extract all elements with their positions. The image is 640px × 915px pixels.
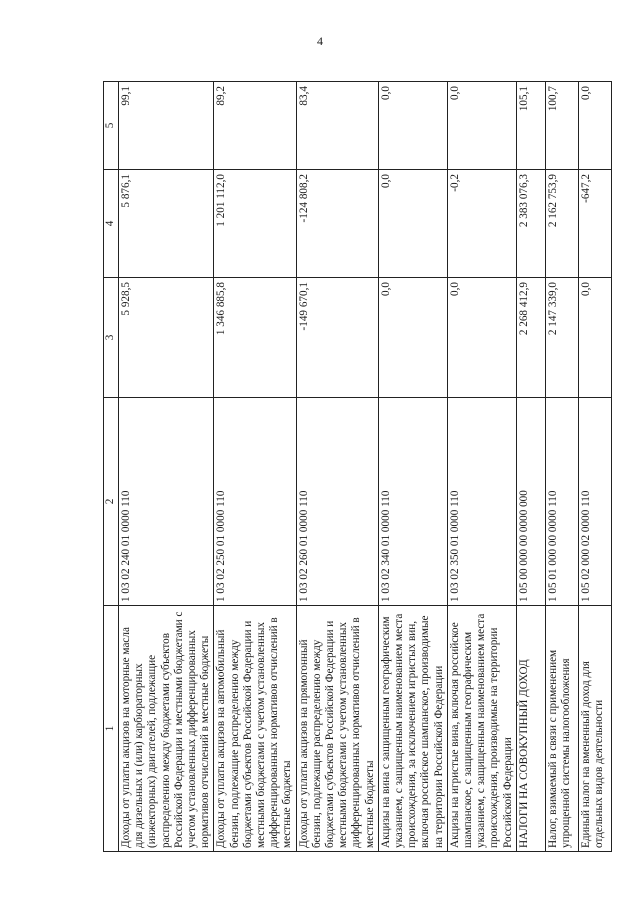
row-col3: 0,0 [578, 278, 611, 398]
row-code: 1 03 02 240 01 0000 110 [119, 398, 214, 606]
row-col5: 0,0 [578, 82, 611, 170]
row-col4: -647,2 [578, 170, 611, 278]
row-col3: 0,0 [378, 278, 447, 398]
row-col3: 2 268 412,9 [516, 278, 545, 398]
row-code: 1 05 00 000 00 0000 000 [516, 398, 545, 606]
header-cell-1: 1 [104, 606, 119, 852]
header-row [104, 82, 119, 852]
row-name: Единый налог на вмененный доход для отдельных видов деятельности [578, 606, 611, 852]
header-cell-5: 5 [104, 82, 119, 170]
row-code: 1 03 02 350 01 0000 110 [447, 398, 516, 606]
row-col5: 99,1 [119, 82, 214, 170]
row-col4: 0,0 [378, 170, 447, 278]
row-col4: -124 808,2 [296, 170, 378, 278]
table-row [214, 82, 296, 852]
row-col3: -149 670,1 [296, 278, 378, 398]
rotated-table-container [103, 82, 606, 852]
header-cell-3: 3 [104, 278, 119, 398]
row-col5: 100,7 [545, 82, 578, 170]
revenue-table [103, 81, 612, 852]
row-col5: 105,1 [516, 82, 545, 170]
row-col5: 83,4 [296, 82, 378, 170]
row-code: 1 03 02 340 01 0000 110 [378, 398, 447, 606]
header-cell-4: 4 [104, 170, 119, 278]
table-row [578, 82, 611, 852]
row-name: Акцизы на вина с защищенным географическим указанием, с защищенным наименованием места происхождения, за исключением игристых вин, включая российское шампанское, производимые на территории Российской Федерации [378, 606, 447, 852]
row-col4: -0,2 [447, 170, 516, 278]
row-name: Доходы от уплаты акцизов на моторные масла для дизельных и (или) карбюраторных (инжекторных) двигателей, подлежащие распределению между бюджетами субъектов Российской Федерации и местными бюджетами с учетом установленных дифференцированных нормативов отчислений в местные бюджеты [119, 606, 214, 852]
row-col5: 0,0 [378, 82, 447, 170]
row-col4: 5 876,1 [119, 170, 214, 278]
row-name: Налог, взимаемый в связи с применением упрощенной системы налогообложения [545, 606, 578, 852]
row-col5: 0,0 [447, 82, 516, 170]
table-row [447, 82, 516, 852]
row-code: 1 05 01 000 00 0000 110 [545, 398, 578, 606]
row-col3: 2 147 339,0 [545, 278, 578, 398]
row-col5: 89,2 [214, 82, 296, 170]
table-row [378, 82, 447, 852]
table-row [545, 82, 578, 852]
row-col3: 1 346 885,8 [214, 278, 296, 398]
row-col4: 2 383 076,3 [516, 170, 545, 278]
table-row [296, 82, 378, 852]
row-name: Доходы от уплаты акцизов на прямогонный бензин, подлежащие распределению между бюджетами субъектов Российской Федерации и местными бюджетами с учетом установленных дифференцированных нормативов отчислений в местные бюджеты [296, 606, 378, 852]
table-row [119, 82, 214, 852]
row-name: Акцизы на игристые вина, включая российское шампанское, с защищенным географическим указанием, с защищенным наименованием места происхождения, производимые на территории Российской Федерации [447, 606, 516, 852]
header-cell-2: 2 [104, 398, 119, 606]
row-col4: 1 201 112,0 [214, 170, 296, 278]
row-col4: 2 162 753,9 [545, 170, 578, 278]
row-name: НАЛОГИ НА СОВОКУПНЫЙ ДОХОД [516, 606, 545, 852]
row-code: 1 03 02 260 01 0000 110 [296, 398, 378, 606]
table-row [516, 82, 545, 852]
row-code: 1 05 02 000 02 0000 110 [578, 398, 611, 606]
row-name: Доходы от уплаты акцизов на автомобильный бензин, подлежащие распределению между бюджетами субъектов Российской Федерации и местными бюджетами с учетом установленных дифференцированных нормативов отчислений в местные бюджеты [214, 606, 296, 852]
row-col3: 5 928,5 [119, 278, 214, 398]
row-col3: 0,0 [447, 278, 516, 398]
row-code: 1 03 02 250 01 0000 110 [214, 398, 296, 606]
page-number: 4 [317, 34, 323, 48]
